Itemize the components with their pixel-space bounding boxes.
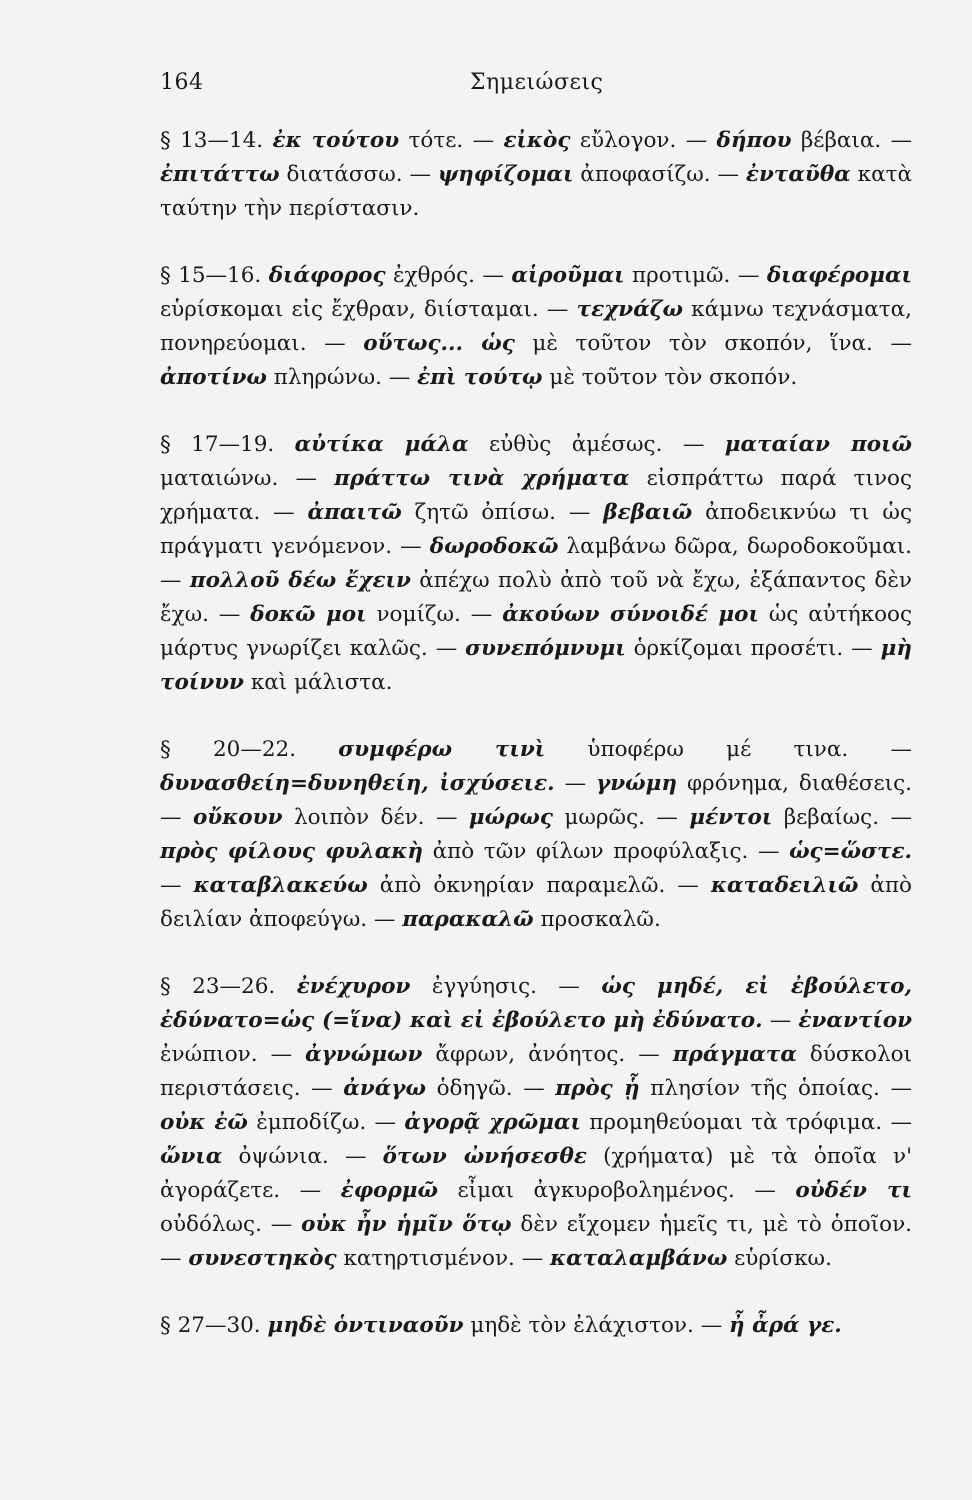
lemma-gloss: ἄφρων, ἀνόητος. — [435, 1042, 626, 1067]
entry-separator: — — [435, 805, 469, 830]
lemma-term: οὐδέν τι — [795, 1178, 912, 1203]
entry-separator: — — [160, 568, 190, 593]
entry-separator: — — [685, 128, 717, 153]
lemma-gloss: ἀπὸ ὀκνηρίαν παραμελῶ. — [379, 873, 666, 898]
lemma-term: καταδειλιῶ — [710, 873, 859, 898]
entry-separator: — — [295, 466, 335, 491]
lemma-gloss: διατάσσω. — [286, 162, 403, 187]
entry-separator: — — [769, 1008, 799, 1033]
lemma-gloss: ἐνώπιον. — [160, 1042, 258, 1067]
lemma-gloss: λοιπὸν δέν. — [293, 805, 425, 830]
lemma-gloss: πληρώνω. — [273, 365, 382, 390]
entry-separator: — — [737, 263, 767, 288]
entry-separator: — — [656, 805, 690, 830]
lemma-term: οὕτως... ὡς — [363, 331, 515, 356]
lemma-gloss: ματαιώνω. — [160, 466, 279, 491]
lemma-term: συνεστηκὸς — [188, 1246, 337, 1271]
lemma-term: ὡς μηδέ, εἰ ἐβούλετο, ἐδύνατο=ὡς (=ἵνα) καὶ εἰ ἐβούλετο μὴ ἐδύνατο. — [160, 974, 912, 1033]
lemma-gloss: ὡς αὐτήκοος μάρτυς γνωρίζει καλῶς. — [160, 602, 913, 661]
lemma-term: αὐτίκα μάλα — [294, 432, 469, 457]
lemma-gloss: εὐθὺς ἀμέσως. — [489, 432, 663, 457]
lemma-gloss: καὶ μάλιστα. — [250, 670, 393, 695]
lemma-gloss: εὑρίσκω. — [734, 1246, 832, 1271]
entry-separator: — — [388, 365, 418, 390]
entry-separator: — — [270, 1212, 302, 1237]
lemma-term: βεβαιῶ — [603, 500, 693, 525]
lemma-gloss: προσκαλῶ. — [540, 907, 661, 932]
lemma-term: τεχνάζω — [576, 297, 683, 322]
lemma-gloss: βέβαια. — [800, 128, 882, 153]
entry-separator: — — [558, 974, 602, 999]
lemma-term: ὡς=ὥστε. — [789, 839, 912, 864]
note-paragraph — [160, 428, 912, 700]
note-paragraph — [160, 124, 912, 226]
lemma-gloss: ὁρκίζομαι προσέτι. — [633, 636, 844, 661]
entry-separator: — — [324, 331, 364, 356]
lemma-term: μέντοι — [689, 805, 773, 830]
entry-separator: — — [717, 162, 746, 187]
lemma-gloss: ἀπὸ τῶν φίλων προφύλαξις. — [432, 839, 749, 864]
lemma-term: ἐνέχυρον — [296, 974, 411, 999]
entry-separator: — — [435, 636, 466, 661]
entry-separator: — — [299, 1178, 341, 1203]
lemma-term: ὅτων ὠνήσεσθε — [382, 1144, 587, 1169]
lemma-term: γνώμη — [596, 771, 678, 796]
lemma-term: οὐκ ἦν ἡμῖν ὅτῳ — [301, 1212, 512, 1237]
entry-separator: — — [638, 1042, 673, 1067]
lemma-term: ἦ ἆρά γε. — [729, 1313, 842, 1338]
entry-separator: — — [568, 500, 604, 525]
lemma-gloss: τότε. — [408, 128, 464, 153]
note-paragraph — [160, 733, 912, 937]
lemma-gloss: ἀποδεικνύω τι ὡς πράγματι γενόμενον. — [160, 500, 912, 559]
entry-separator: — — [160, 805, 193, 830]
lemma-gloss: βεβαίως. — [783, 805, 880, 830]
lemma-gloss: οὐδόλως. — [160, 1212, 262, 1237]
entry-separator: — — [851, 636, 881, 661]
lemma-gloss: ἀπέχω πολὺ ἀπὸ τοῦ νὰ ἔχω, ἐξάπαντος δὲν ἔχω. — [160, 568, 912, 627]
lemma-term: δυνασθείη=δυνηθείη, ἰσχύσειε. — [160, 771, 555, 796]
section-number: § 20—22. — [160, 737, 297, 762]
entry-separator: — — [677, 873, 711, 898]
lemma-term: αἱροῦμαι — [511, 263, 625, 288]
lemma-gloss: μωρῶς. — [564, 805, 645, 830]
page-header — [160, 70, 920, 104]
lemma-gloss: κάμνω τεχνάσματα, πονηρεύομαι. — [160, 297, 912, 356]
note-paragraph — [160, 1309, 912, 1343]
lemma-gloss: εἶμαι ἀγκυροβολημένος. — [457, 1178, 735, 1203]
lemma-term: πράττω τινὰ χρήματα — [334, 466, 630, 491]
lemma-gloss: ὀψώνια. — [238, 1144, 329, 1169]
lemma-term: ἐπὶ τούτῳ — [417, 365, 543, 390]
lemma-gloss: ἐμποδίζω. — [256, 1110, 367, 1135]
entry-separator: — — [890, 805, 912, 830]
lemma-term: ματαίαν ποιῶ — [724, 432, 912, 457]
section-number: § 15—16. — [160, 263, 262, 288]
entry-separator: — — [344, 1144, 383, 1169]
lemma-gloss: ἐγγύησις. — [431, 974, 537, 999]
section-number: § 13—14. — [160, 128, 264, 153]
lemma-term: πρὸς φίλους φυλακὴ — [160, 839, 423, 864]
notes-body — [160, 124, 912, 1343]
entry-separator: — — [890, 1076, 912, 1101]
lemma-term: διάφορος — [268, 263, 386, 288]
lemma-term: πολλοῦ δέω ἔχειν — [189, 568, 411, 593]
lemma-term: δωροδοκῶ — [429, 534, 559, 559]
lemma-gloss: πλησίον τῆς ὁποίας. — [650, 1076, 880, 1101]
entry-separator: — — [472, 128, 504, 153]
lemma-term: ἐναντίον — [798, 1008, 913, 1033]
lemma-term: δήπου — [716, 128, 792, 153]
lemma-term: οὔκουν — [192, 805, 283, 830]
note-paragraph — [160, 970, 912, 1276]
lemma-term: ἀκούων σύνοιδέ μοι — [502, 602, 759, 627]
lemma-gloss: (χρήματα) μὲ τὰ ὁποῖα ν' ἀγοράζετε. — [160, 1144, 912, 1203]
entry-separator: — — [409, 162, 438, 187]
lemma-gloss: νομίζω. — [376, 602, 461, 627]
lemma-term: συμφέρω τινὶ — [338, 737, 546, 762]
lemma-gloss: προμηθεύομαι τὰ τρόφιμα. — [589, 1110, 883, 1135]
entry-separator: — — [890, 1110, 912, 1135]
lemma-term: μώρως — [468, 805, 553, 830]
lemma-term: ἀγορᾷ χρῶμαι — [404, 1110, 581, 1135]
lemma-gloss: μὲ τοῦτον τὸν σκοπόν, ἵνα. — [532, 331, 873, 356]
lemma-gloss: εὑρίσκομαι εἰς ἔχθραν, διίσταμαι. — [160, 297, 539, 322]
entry-separator: — — [546, 297, 577, 322]
lemma-term: παρακαλῶ — [402, 907, 534, 932]
lemma-term: μὴ τοίνυν — [160, 636, 912, 695]
entry-separator: — — [757, 839, 790, 864]
entry-separator: — — [482, 263, 512, 288]
lemma-gloss: προτιμῶ. — [632, 263, 731, 288]
entry-separator: — — [374, 1110, 405, 1135]
lemma-gloss: ἀποφασίζω. — [580, 162, 711, 187]
lemma-term: ἀπαιτῶ — [307, 500, 402, 525]
lemma-term: μηδὲ ὁντιναοῦν — [267, 1313, 464, 1338]
lemma-term: ἐκ τούτου — [272, 128, 400, 153]
lemma-term: ἐνταῦθα — [745, 162, 851, 187]
lemma-gloss: ὁδηγῶ. — [436, 1076, 513, 1101]
lemma-term: καταβλακεύω — [193, 873, 368, 898]
lemma-term: ἀγνώμων — [305, 1042, 423, 1067]
entry-separator: — — [270, 1042, 306, 1067]
lemma-term: πρὸς ᾗ — [555, 1076, 640, 1101]
lemma-term: ψηφίζομαι — [437, 162, 574, 187]
lemma-gloss: δύσκολοι περιστάσεις. — [160, 1042, 912, 1101]
entry-separator: — — [160, 873, 194, 898]
lemma-gloss: μηδὲ τὸν ἐλάχιστον. — [470, 1313, 694, 1338]
entry-separator: — — [400, 534, 430, 559]
lemma-term: διαφέρομαι — [766, 263, 912, 288]
lemma-term: πράγματα — [672, 1042, 797, 1067]
entry-separator: — — [373, 907, 403, 932]
entry-separator: — — [521, 1246, 551, 1271]
lemma-term: εἰκὸς — [503, 128, 571, 153]
lemma-gloss: φρόνημα, διαθέσεις. — [687, 771, 912, 796]
entry-separator: — — [311, 1076, 344, 1101]
entry-separator: — — [890, 128, 913, 153]
lemma-gloss: ὑποφέρω μέ τινα. — [587, 737, 849, 762]
lemma-term: δοκῶ μοι — [250, 602, 367, 627]
lemma-term: καταλαμβάνω — [550, 1246, 728, 1271]
running-title: Σημειώσεις — [470, 70, 604, 95]
entry-separator: — — [564, 771, 597, 796]
section-number: § 17—19. — [160, 432, 275, 457]
entry-separator: — — [754, 1178, 796, 1203]
lemma-gloss: ἀπὸ δειλίαν ἀποφεύγω. — [160, 873, 912, 932]
lemma-term: οὐκ ἐῶ — [160, 1110, 248, 1135]
lemma-gloss: εὔλογον. — [579, 128, 677, 153]
lemma-gloss: ἐχθρός. — [392, 263, 475, 288]
lemma-term: συνεπόμνυμι — [465, 636, 626, 661]
lemma-gloss: ζητῶ ὀπίσω. — [414, 500, 556, 525]
entry-separator: — — [682, 432, 725, 457]
lemma-gloss: λαμβάνω δῶρα, δωροδοκοῦμαι. — [566, 534, 912, 559]
entry-separator: — — [523, 1076, 556, 1101]
lemma-term: ἀνάγω — [343, 1076, 426, 1101]
entry-separator: — — [700, 1313, 730, 1338]
lemma-term: ἐπιτάττω — [160, 162, 280, 187]
lemma-gloss: εἰσπράττω παρά τινος χρήματα. — [160, 466, 913, 525]
lemma-gloss: κατηρτισμένον. — [343, 1246, 515, 1271]
lemma-gloss: δὲν εἴχομεν ἡμεῖς τι, μὲ τὸ ὁποῖον. — [520, 1212, 913, 1237]
entry-separator: — — [218, 602, 251, 627]
section-number: § 27—30. — [160, 1313, 261, 1338]
entry-separator: — — [890, 737, 912, 762]
lemma-term: ὤνια — [160, 1144, 223, 1169]
note-paragraph — [160, 259, 912, 395]
entry-separator: — — [470, 602, 503, 627]
page-number: 164 — [160, 70, 204, 95]
lemma-gloss: κατὰ ταύτην τὴν περίστασιν. — [160, 162, 912, 221]
entry-separator: — — [890, 331, 912, 356]
lemma-gloss: μὲ τοῦτον τὸν σκοπόν. — [549, 365, 798, 390]
lemma-term: ἐφορμῶ — [340, 1178, 439, 1203]
section-number: § 23—26. — [160, 974, 276, 999]
lemma-term: ἀποτίνω — [160, 365, 267, 390]
entry-separator: — — [160, 1246, 189, 1271]
entry-separator: — — [273, 500, 308, 525]
